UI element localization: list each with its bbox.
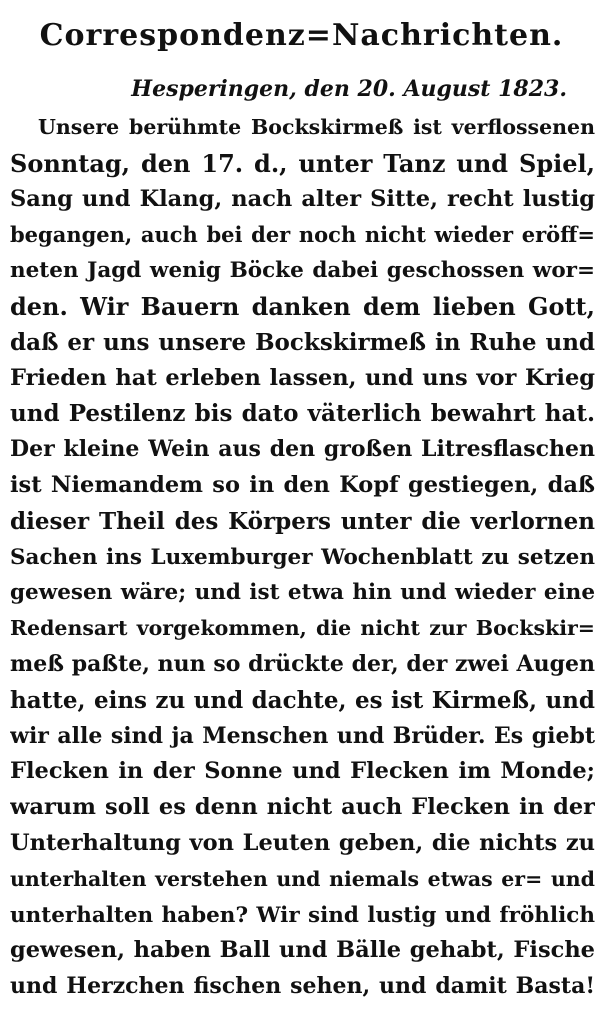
text-line: unterhalten verstehen und niemals etwas er= und <box>10 866 595 891</box>
text-line: hatte, eins zu und dachte, es ist Kirmeß, und <box>10 686 595 714</box>
text-line: Flecken in der Sonne und Flecken im Monde; <box>10 758 595 785</box>
text-line: gewesen wäre; und ist etwa hin und wieder eine <box>10 580 595 606</box>
article-title: Correspondenz=Nachrichten. <box>39 18 564 53</box>
text-line: und Herzchen fischen sehen, und damit Basta! <box>10 973 595 1000</box>
text-line: dieser Theil des Körpers unter die verlornen <box>10 507 595 535</box>
text-line: Sang und Klang, nach alter Sitte, recht lustig <box>10 185 595 212</box>
text-line: den. Wir Bauern danken dem lieben Gott, <box>10 291 595 321</box>
text-line: Unterhaltung von Leuten geben, die nichts zu <box>10 829 595 856</box>
text-line: Redensart vorgekommen, die nicht zur Bockskir= <box>10 616 595 641</box>
text-line: Unsere berühmte Bockskirmeß ist verflossenen <box>38 115 595 139</box>
article-body <box>10 110 595 1005</box>
text-line: Frieden hat erleben lassen, und uns vor Krieg <box>10 364 595 391</box>
text-line: Sonntag, den 17. d., unter Tanz und Spiel, <box>10 148 595 178</box>
text-line: unterhalten haben? Wir sind lustig und fröhlich <box>10 902 595 928</box>
text-line: wir alle sind ja Menschen und Brüder. Es giebt <box>10 722 595 749</box>
text-line: neten Jagd wenig Böcke dabei geschossen wor= <box>10 258 595 284</box>
article-dateline: Hesperingen, den 20. August 1823. <box>131 76 567 102</box>
text-line: gewesen, haben Ball und Bälle gehabt, Fische <box>10 937 595 964</box>
text-line: warum soll es denn nicht auch Flecken in der <box>10 794 595 821</box>
text-line: daß er uns unsere Bockskirmeß in Ruhe und <box>10 328 595 356</box>
text-line: und Pestilenz bis dato väterlich bewahrt hat. <box>10 400 595 428</box>
text-line: Der kleine Wein aus den großen Litresflaschen <box>10 436 595 463</box>
text-line: ist Niemandem so in den Kopf gestiegen, daß <box>10 471 595 498</box>
text-line: meß paßte, nun so drückte der, der zwei Augen <box>10 650 595 677</box>
text-line: Sachen ins Luxemburger Wochenblatt zu setzen <box>10 544 595 570</box>
text-line: begangen, auch bei der noch nicht wieder eröff= <box>10 222 595 248</box>
